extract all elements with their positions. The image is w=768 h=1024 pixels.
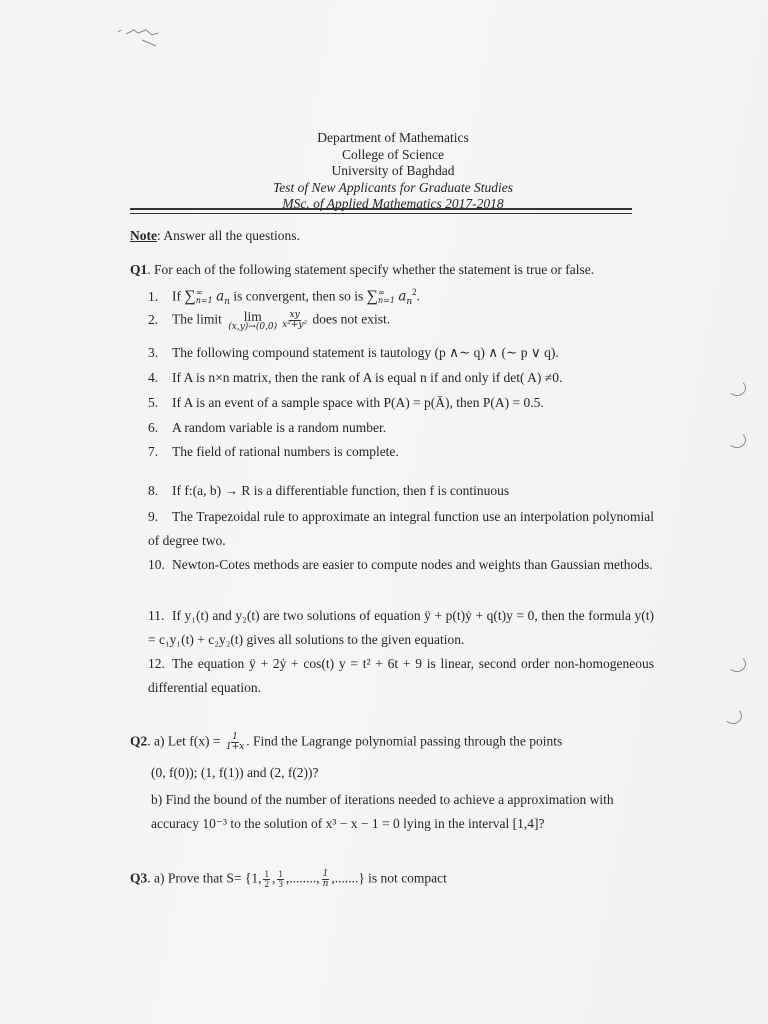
q1-item-9: [148, 505, 654, 553]
lim-word: lim: [243, 309, 262, 324]
sigma: ∑: [366, 287, 378, 305]
item-text-2: does not exist.: [309, 311, 391, 327]
q3-fraction-3: [322, 870, 330, 889]
binder-hole-mark: [728, 380, 746, 396]
q3-text: . a) Prove that S= {1,: [147, 870, 262, 886]
item-number: 12.: [148, 656, 165, 671]
q2-line-1: [130, 733, 562, 752]
q3-label: Q3: [130, 870, 148, 886]
university-name: University of Baghdad: [331, 163, 455, 178]
dots: ,........,: [285, 870, 320, 886]
limit-fraction: [282, 311, 307, 330]
q1-item-10: [148, 553, 654, 577]
lim-subscript: (x,y)→(0,0): [228, 322, 278, 332]
fraction-numerator: xy: [289, 310, 300, 320]
series-term: a: [398, 288, 407, 305]
test-title: Test of New Applicants for Graduate Studies: [272, 179, 513, 195]
fraction-numerator: 1: [264, 869, 269, 879]
term-square: 2: [412, 287, 417, 297]
comma: ,: [271, 870, 276, 886]
q3-line: [130, 870, 447, 889]
header-rule-thick: [130, 208, 632, 210]
note-label: Note: [130, 228, 157, 243]
item-number: 8.: [148, 483, 159, 498]
q2a-text-2: . Find the Lagrange polynomial passing through the points: [246, 733, 563, 749]
sum-symbol: [184, 289, 212, 304]
q2-line-3: b) Find the bound of the number of iterations needed to achieve a approximation with: [151, 792, 614, 807]
item-number: 2.: [148, 311, 159, 327]
item-text: Newton-Cotes methods are easier to compute nodes and weights than Gaussian methods.: [172, 557, 653, 572]
item-text: The field of rational numbers is complete.: [172, 444, 399, 459]
q3-fraction-1: [263, 870, 270, 889]
item-text: If A is n×n matrix, then the rank of A is equal n if and only if det( A) ≠0.: [172, 370, 563, 385]
exam-header: [228, 130, 558, 213]
q1-intro: [130, 262, 594, 278]
item-number: 5.: [148, 395, 159, 410]
q1-item-1: [148, 287, 420, 307]
binder-hole-mark: [728, 656, 746, 672]
item-text-2: is convergent, then so is: [229, 288, 367, 304]
period: .: [416, 288, 421, 304]
q2-fraction: [226, 733, 244, 752]
fraction-numerator: 1: [232, 732, 238, 742]
item-text: If y₁(t) and y₂(t) are two solutions of equation ÿ + p(t)ẏ + q(t)y = 0, then the formula y(t) = c₁y₁(t) + c₂y₂(t) gives all solutions to the given equation.: [148, 608, 654, 647]
q1-item-12: [148, 652, 654, 700]
q1-label: Q1: [130, 262, 148, 277]
note-text: : Answer all the questions.: [157, 228, 300, 243]
q2-line-4: accuracy 10⁻³ to the solution of x³ − x − 1 = 0 lying in the interval [1,4]?: [151, 816, 545, 831]
q1-item-2: [148, 311, 390, 333]
fraction-denominator: 3: [278, 879, 283, 889]
item-text: If: [172, 288, 185, 304]
q2a-text: . a) Let f(x) =: [147, 733, 224, 749]
item-number: 11.: [148, 608, 165, 623]
fraction-denominator: 1+x: [225, 742, 245, 752]
q1-item-5: [148, 395, 544, 411]
program-title: MSc. of Applied Mathematics 2017-2018: [282, 196, 504, 211]
q1-item-3: [148, 345, 559, 361]
item-number: 3.: [148, 345, 159, 360]
q1-item-7: [148, 444, 399, 460]
item-text: If f:(a, b) → R is a differentiable function, then f is continuous: [172, 483, 510, 498]
fraction-numerator: 1: [278, 869, 283, 879]
series-term: a: [216, 288, 225, 305]
q2-label: Q2: [130, 733, 148, 749]
fraction-denominator: x²+y²: [282, 320, 308, 330]
item-text: The following compound statement is tautology (p ∧∼ q) ∧ (∼ p ∨ q).: [172, 345, 559, 360]
q1-item-11: [148, 604, 654, 652]
q3-text-2: ,.......} is not compact: [331, 870, 447, 886]
q1-item-8: [148, 483, 509, 499]
sum-symbol-2: [367, 289, 395, 304]
item-number: 7.: [148, 444, 159, 459]
college-name: College of Science: [342, 146, 444, 162]
header-rule-thin: [130, 213, 632, 214]
item-text: The limit: [172, 311, 226, 327]
item-number: 4.: [148, 370, 159, 385]
sigma: ∑: [184, 287, 196, 305]
q1-item-6: [148, 420, 386, 436]
sum-lower: n=1: [195, 296, 213, 306]
sum-lower: n=1: [377, 296, 395, 306]
item-number: 9.: [148, 509, 159, 524]
sum-upper: ∞: [195, 288, 203, 298]
sum-upper: ∞: [377, 288, 385, 298]
item-number: 6.: [148, 420, 159, 435]
department-name: Department of Mathematics: [317, 130, 469, 145]
limit-expression: [228, 311, 277, 333]
item-text: The equation ÿ + 2ẏ + cos(t) y = t² + 6t + 9 is linear, second order non-homogeneous differential equation.: [148, 656, 654, 695]
pen-scribble: [112, 22, 172, 52]
note-line: [130, 228, 300, 244]
fraction-numerator: 1: [322, 869, 329, 879]
binder-hole-mark: [728, 432, 746, 448]
item-text: A random variable is a random number.: [172, 420, 387, 435]
q3-fraction-2: [277, 870, 284, 889]
fraction-denominator: n: [322, 879, 329, 889]
item-number: 1.: [148, 288, 159, 304]
q1-intro-text: . For each of the following statement specify whether the statement is true or false.: [147, 262, 595, 277]
item-text: If A is an event of a sample space with P(A) = p(Ā), then P(A) = 0.5.: [172, 395, 544, 410]
q1-item-4: [148, 370, 562, 386]
item-number: 10.: [148, 557, 165, 572]
q2-line-2: (0, f(0)); (1, f(1)) and (2, f(2))?: [151, 765, 319, 780]
term-subscript: n: [406, 297, 413, 308]
term-subscript: n: [224, 297, 230, 308]
item-text: The Trapezoidal rule to approximate an integral function use an interpolation polynomial of degree two.: [148, 509, 654, 548]
binder-hole-mark: [724, 708, 742, 724]
fraction-denominator: 2: [264, 879, 269, 889]
